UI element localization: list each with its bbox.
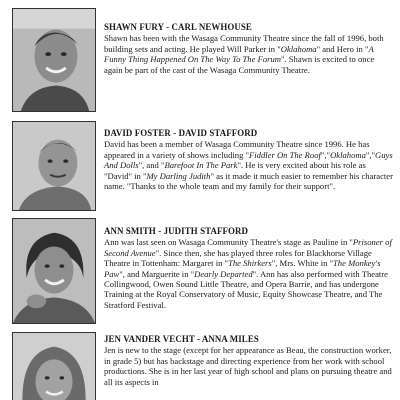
bio-text-run: ", and " <box>138 160 165 171</box>
bio-italic-title: Oklahoma <box>330 149 366 160</box>
portrait-photo-ann-image <box>13 219 95 323</box>
bio-text-david <box>104 128 394 191</box>
bio-italic-title: Oklahoma <box>280 43 317 54</box>
bio-text-run: ". He is very excited about his role as "David" in " <box>104 160 366 181</box>
portrait-photo-jen-image <box>13 333 95 400</box>
bio-italic-title: Fiddler On The Roof <box>249 149 321 160</box>
bio-italic-title: A Funny Thing Happened On The Way To The Forum <box>104 43 374 65</box>
bio-text-run: Ann was last seen on Wasaga Community Theatre's stage as Pauline in " <box>104 237 353 248</box>
bio-text-run: "," <box>365 149 376 160</box>
bio-italic-title: Dearly Departed <box>194 268 253 279</box>
bio-text-run: ", Mrs. White in " <box>271 258 334 269</box>
bio-text-run: Jen is new to the stage (except for her appearance as Beau, the construction worker, in grade 5) but has backstage and directing experience from her work with school productions. She is in her last year of high school and plans on pursuing theatre and all its aspects in <box>104 345 392 387</box>
portrait-photo-shawn-icon <box>12 8 96 112</box>
bio-text-run: ". Since then, she has played three roles for Blackhorse Village Theatre in Tottenham: Margaret in " <box>104 247 372 269</box>
bio-text-run: David has been a member of Wasaga Community Theatre since 1996. He has appeared in a variety of shows including " <box>104 139 370 160</box>
bio-text-jen <box>104 334 394 387</box>
bio-italic-title: My Darling Judith <box>146 170 211 181</box>
portrait-photo-ann-icon <box>12 218 96 324</box>
bio-entry-jen-vander-vecht <box>0 328 400 400</box>
bio-text-run: "," <box>320 149 331 160</box>
portrait-photo-jen-icon <box>12 332 96 400</box>
bio-italic-title: Guys And Dolls <box>104 149 393 171</box>
bio-text-run: ". Ann has also performed with Theatre Collingwood, Owen Sound Little Theatre, and Opera Barrie, and has undergone Training at the Royal Conservatory of Music, Equity Showcase Theatre, and The Stratford Festival. <box>104 268 388 310</box>
bio-italic-title: The Shirkers <box>228 258 272 269</box>
bio-italic-title: Barefoot In The Park <box>164 160 238 171</box>
portrait-photo-david-icon <box>12 121 96 211</box>
bio-text-run: ". Shawn is excited to once again be part of the cast of the Wasaga Community Theatre. <box>104 54 375 75</box>
bio-text-ann <box>104 226 394 310</box>
bio-text-run: ", and Marguerite in " <box>119 268 195 279</box>
bio-heading-david: DAVID FOSTER - DAVID STAFFORD <box>104 128 258 138</box>
bio-body-jen <box>104 345 394 387</box>
bio-body-ann <box>104 237 394 310</box>
bio-entry-ann-smith <box>0 216 400 328</box>
bio-heading-shawn: SHAWN FURY - CARL NEWHOUSE <box>104 22 252 32</box>
bio-text-run: " as it made it much easier to remember his character name. "Thanks to the whole team and my family for their support". <box>104 170 393 192</box>
bio-body-shawn <box>104 33 394 75</box>
portrait-photo-shawn-image <box>13 9 95 111</box>
bio-text-run: Shawn has been with the Wasaga Community Theatre since the fall of 1996, both building sets and acting. He played Will Parker in " <box>104 33 384 54</box>
bio-text-run: " and Hero in " <box>316 43 369 54</box>
bio-italic-title: Prisoner of Second Avenue <box>104 237 392 258</box>
bio-italic-title: The Monkey's Paw <box>104 258 381 279</box>
bio-body-david <box>104 139 394 191</box>
bio-entry-shawn-fury <box>0 6 400 118</box>
bio-heading-jen: JEN VANDER VECHT - ANNA MILES <box>104 334 259 344</box>
bio-text-shawn <box>104 22 394 75</box>
portrait-photo-david-image <box>13 122 95 210</box>
bio-heading-ann: ANN SMITH - JUDITH STAFFORD <box>104 226 249 236</box>
bio-entry-david-foster <box>0 118 400 216</box>
